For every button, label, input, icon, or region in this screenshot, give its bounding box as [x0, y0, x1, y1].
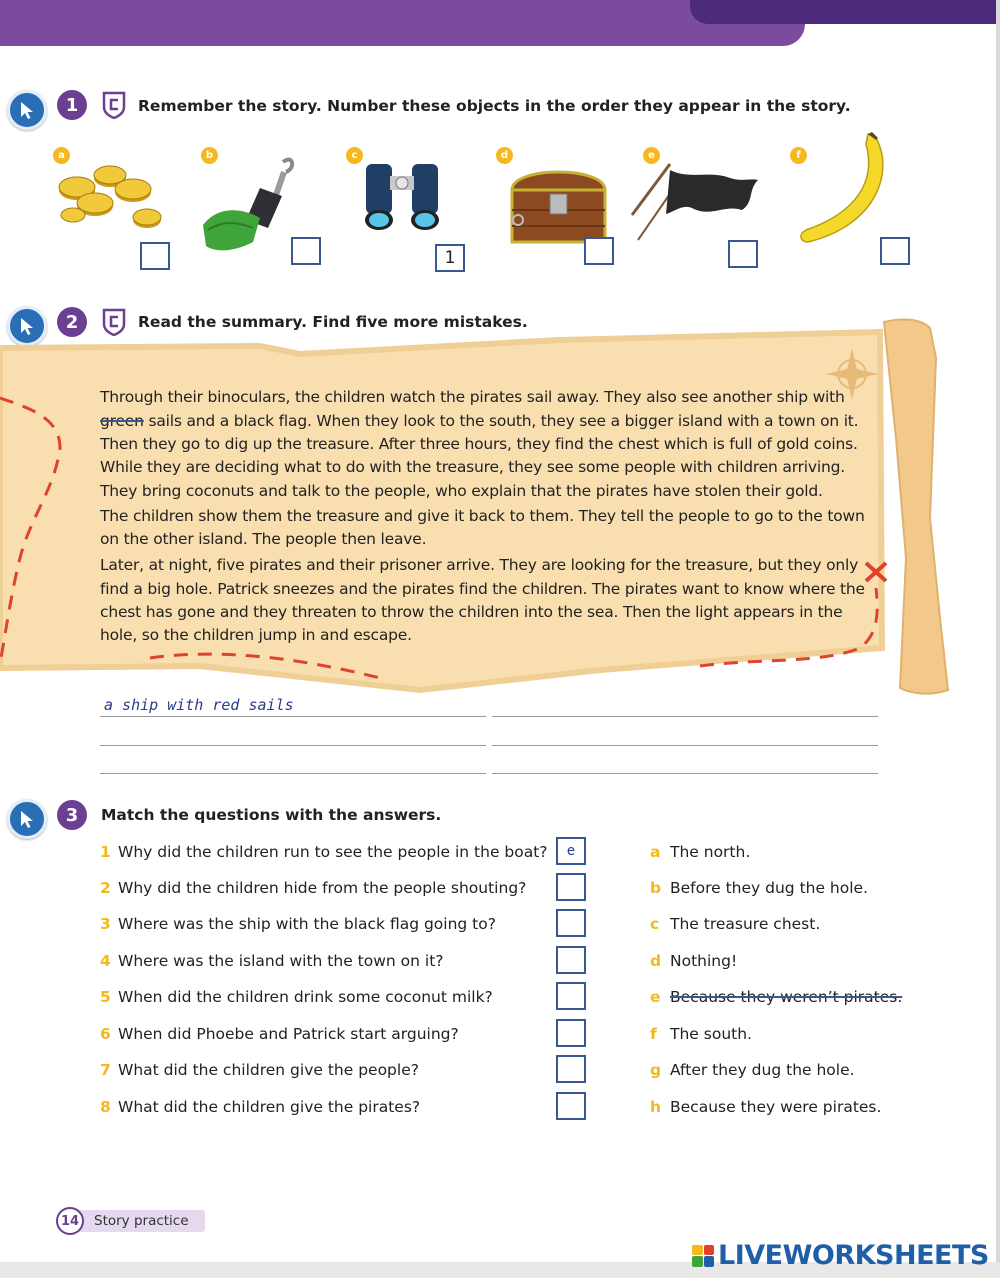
question-row: 4 Where was the island with the town on it?	[100, 952, 444, 970]
answer-option: e Because they weren’t pirates.	[650, 988, 903, 1006]
match-answer-box-4[interactable]	[556, 946, 586, 974]
object-letter-b: b	[201, 147, 218, 164]
answer-line	[100, 716, 486, 717]
answer-option: g After they dug the hole.	[650, 1061, 855, 1079]
summary-line: They bring coconuts and talk to the people, who explain that the pirates have stolen their gold.	[100, 482, 823, 500]
banana-icon	[798, 130, 898, 248]
summary-line: chest has gone and they threaten to throw the children into the sea. Then the light appears in the	[100, 603, 843, 621]
black-flag-icon	[630, 160, 760, 245]
match-answer-box-8[interactable]	[556, 1092, 586, 1120]
cursor-icon	[18, 809, 36, 829]
exercise-3-instruction: Match the questions with the answers.	[101, 806, 442, 824]
answer-line	[492, 773, 878, 774]
page-footer	[56, 1208, 205, 1234]
answer-option: b Before they dug the hole.	[650, 879, 869, 897]
answer-line	[492, 745, 878, 746]
page-number: 14	[56, 1207, 84, 1235]
match-answer-box-1[interactable]: e	[556, 837, 586, 865]
exercise-2-number: 2	[57, 307, 87, 337]
answer-option: f The south.	[650, 1025, 752, 1043]
object-answer-box-a[interactable]	[140, 242, 170, 270]
brand-logo[interactable]	[692, 1240, 989, 1271]
object-answer-box-c[interactable]: 1	[435, 244, 465, 272]
summary-line: Through their binoculars, the children watch the pirates sail away. They also see another ship with	[100, 388, 845, 406]
match-answer-box-3[interactable]	[556, 909, 586, 937]
struck-example-answer: Because they weren’t pirates.	[670, 988, 903, 1006]
cursor-icon	[18, 100, 36, 120]
question-row: 3 Where was the ship with the black flag going to?	[100, 915, 496, 933]
summary-line: find a big hole. Patrick sneezes and the pirates find the children. The pirates want to know where the	[100, 580, 865, 598]
header-band	[0, 0, 805, 46]
gold-coins-icon	[55, 160, 165, 235]
answer-option: h Because they were pirates.	[650, 1098, 882, 1116]
summary-line: Then they go to dig up the treasure. After three hours, they find the chest which is full of gold coins.	[100, 435, 858, 453]
shield-icon	[102, 91, 126, 119]
question-row: 5 When did the children drink some coconut milk?	[100, 988, 493, 1006]
object-letter-f: f	[790, 147, 807, 164]
match-answer-box-2[interactable]	[556, 873, 586, 901]
match-answer-box-7[interactable]	[556, 1055, 586, 1083]
question-row: 8 What did the children give the pirates?	[100, 1098, 421, 1116]
object-letter-e: e	[643, 147, 660, 164]
question-row: 2 Why did the children hide from the people shouting?	[100, 879, 527, 897]
answer-option: c The treasure chest.	[650, 915, 821, 933]
answer-option: a The north.	[650, 843, 751, 861]
exercise-1-number: 1	[57, 90, 87, 120]
exercise-1-instruction: Remember the story. Number these objects in the order they appear in the story.	[138, 97, 851, 115]
match-answer-box-5[interactable]	[556, 982, 586, 1010]
object-answer-box-d[interactable]	[584, 237, 614, 265]
answer-line	[100, 773, 486, 774]
exercise-2-instruction: Read the summary. Find five more mistakes.	[138, 313, 528, 331]
answer-field-1[interactable]: a ship with red sails	[104, 696, 294, 714]
struck-mistake: green	[100, 412, 144, 430]
object-answer-box-f[interactable]	[880, 237, 910, 265]
treasure-chest-icon	[506, 160, 611, 248]
summary-line: hole, so the children jump in and escape.	[100, 626, 412, 644]
object-answer-box-b[interactable]	[291, 237, 321, 265]
page-edge	[996, 0, 1000, 1278]
object-letter-d: d	[496, 147, 513, 164]
object-letter-c: c	[346, 147, 363, 164]
summary-line: While they are deciding what to do with the treasure, they see some people with children arriving.	[100, 458, 845, 476]
answer-line	[492, 716, 878, 717]
question-row: 7 What did the children give the people?	[100, 1061, 419, 1079]
object-letter-a: a	[53, 147, 70, 164]
brand-name: LIVEWORKSHEETS	[718, 1240, 989, 1271]
summary-line: on the other island. The people then leave.	[100, 530, 427, 548]
header-band-accent	[690, 0, 1000, 24]
liveworksheets-logo-icon	[692, 1245, 714, 1267]
question-row: 6 When did Phoebe and Patrick start arguing?	[100, 1025, 459, 1043]
summary-line: Later, at night, five pirates and their prisoner arrive. They are looking for the treasure, but they only	[100, 556, 859, 574]
object-answer-box-e[interactable]	[728, 240, 758, 268]
hook-hand-icon	[198, 150, 298, 255]
summary-line: The children show them the treasure and give it back to them. They tell the people to go to the town	[100, 507, 865, 525]
section-label: Story practice	[72, 1210, 205, 1232]
question-row: 1 Why did the children run to see the people in the boat?	[100, 843, 548, 861]
exercise-1-cursor-button[interactable]	[7, 90, 47, 130]
binoculars-icon	[360, 158, 445, 238]
answer-line	[100, 745, 486, 746]
summary-line: green sails and a black flag. When they look to the south, they see a bigger island with a town on it.	[100, 412, 859, 430]
match-answer-box-6[interactable]	[556, 1019, 586, 1047]
answer-option: d Nothing!	[650, 952, 738, 970]
exercise-3-number: 3	[57, 800, 87, 830]
exercise-3-cursor-button[interactable]	[7, 799, 47, 839]
